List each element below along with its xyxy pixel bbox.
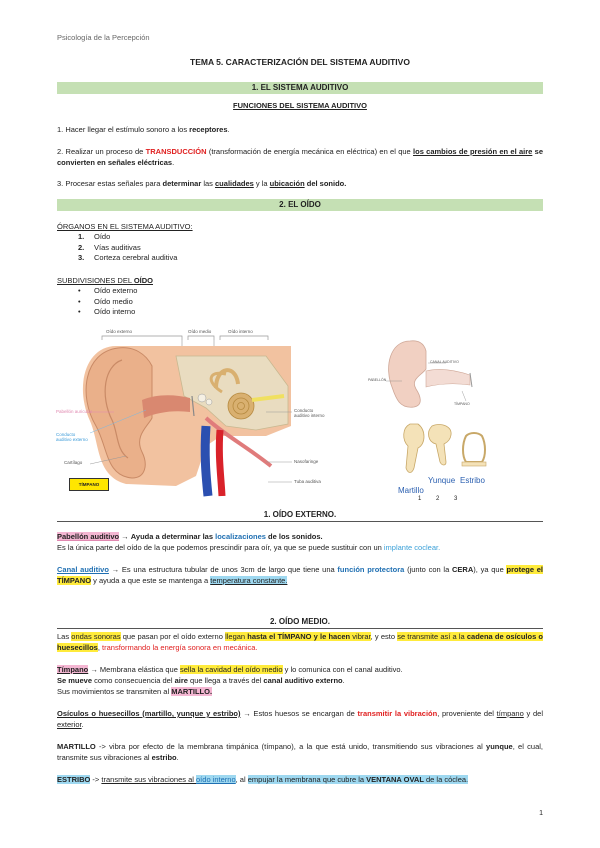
list-item: • Oído interno bbox=[78, 307, 136, 316]
functions-subheading: FUNCIONES DEL SISTEMA AUDITIVO bbox=[233, 101, 367, 110]
pabellon-paragraph: Pabellón auditivo → Ayuda a determinar las localizaciones de los sonidos. bbox=[57, 532, 323, 541]
osiculos-paragraph: Osículos o huesecillos (martillo, yunque y estribo) → Estos huesos se encargan de transmitir la vibración, proveniente del tímpano y del exterior. bbox=[57, 709, 543, 729]
ossicle-number-1: 1 bbox=[418, 496, 422, 502]
divider bbox=[57, 628, 543, 629]
page-header: Psicología de la Percepción bbox=[57, 33, 150, 42]
canal-paragraph: Canal auditivo → Es una estructura tubular de unos 3cm de largo que tiene una función protectora (junto con la CERA), ya que protege el TÍMPANO y ayuda a que este se mantenga a temperatura constante. bbox=[57, 565, 543, 585]
ossicles-illustration bbox=[396, 418, 496, 482]
ossicle-number-3: 3 bbox=[454, 496, 458, 502]
label-timpano-small: TÍMPANO bbox=[454, 402, 470, 406]
timpano-label-box: TÍMPANO bbox=[69, 478, 109, 491]
label-martillo: Martillo bbox=[398, 486, 424, 495]
timpano-paragraph: Tímpano → Membrana elástica que sella la cavidad del oído medio y lo comunica con el canal auditivo. bbox=[57, 665, 403, 674]
ossicle-number-2: 2 bbox=[436, 496, 440, 502]
list-item: • Oído externo bbox=[78, 286, 138, 295]
martillo-paragraph: MARTILLO -> vibra por efecto de la membrana timpánica (tímpano), a la que está unido, transmitiendo sus vibraciones al yunque, el cual, transmite sus vibraciones al estribo. bbox=[57, 742, 543, 762]
estribo-paragraph: ESTRIBO -> transmite sus vibraciones al oído interno, al empujar la membrana que cubre la VENTANA OVAL de la cóclea. bbox=[57, 775, 469, 784]
section-band-oido: 2. EL OÍDO bbox=[57, 199, 543, 211]
label-nasofaringe: Nasofaringe bbox=[294, 459, 319, 464]
label-pabellon-auricular: Pabellón auricular bbox=[56, 409, 93, 414]
pabellon-paragraph-line2: Es la única parte del oído de la que podemos prescindir para oír, ya que se puede sustituir con un implante coclear. bbox=[57, 543, 441, 552]
divider bbox=[57, 521, 543, 522]
label-conducto-auditivo-interno: Conducto auditivo interno bbox=[294, 408, 325, 418]
label-tuba-auditiva: Tuba auditiva bbox=[294, 479, 321, 484]
list-item: • Oído medio bbox=[78, 296, 133, 306]
subdivisions-title: SUBDIVISIONES DEL OÍDO bbox=[57, 276, 153, 285]
section-band-sistema-auditivo: 1. EL SISTEMA AUDITIVO bbox=[57, 82, 543, 94]
page-number: 1 bbox=[539, 810, 543, 817]
ear-anatomy-figure bbox=[56, 326, 328, 498]
label-conducto-auditivo-externo: Conducto auditivo externo bbox=[56, 432, 88, 442]
label-oido-medio: Oído medio bbox=[188, 329, 212, 334]
timpano-paragraph-line2: Se mueve como consecuencia del aire que llega a través del canal auditivo externo. bbox=[57, 676, 345, 685]
list-item: 1. Oído bbox=[78, 232, 111, 241]
label-cartilago: Cartílago bbox=[64, 460, 83, 465]
list-item: 3. Corteza cerebral auditiva bbox=[78, 253, 178, 262]
timpano-paragraph-line3: Sus movimientos se transmiten al MARTILLO. bbox=[57, 687, 213, 696]
ear-anatomy-illustration bbox=[56, 326, 328, 498]
document-title: TEMA 5. CARACTERIZACIÓN DEL SISTEMA AUDITIVO bbox=[190, 57, 410, 67]
function-3: 3. Procesar estas señales para determinar las cualidades y la ubicación del sonido. bbox=[57, 179, 347, 188]
medio-intro-paragraph: Las ondas sonoras que pasan por el oído externo llegan hasta el TÍMPANO y le hacen vibrar, y esto se transmite así a la cadena de osículos o huesecillos, transformando la energía sonora en mecánica. bbox=[57, 632, 544, 652]
function-2: 2. Realizar un proceso de TRANSDUCCIÓN (transformación de energía mecánica en eléctrica) en el que los cambios de presión en el aire se convierten en señales eléctricas. bbox=[57, 147, 543, 167]
heading-oido-medio: 2. OÍDO MEDIO. bbox=[269, 617, 330, 626]
label-yunque: Yunque bbox=[428, 476, 456, 485]
organs-title: ÓRGANOS EN EL SISTEMA AUDITIVO: bbox=[57, 222, 193, 231]
function-1: 1. Hacer llegar el estímulo sonoro a los receptores. bbox=[57, 125, 230, 134]
label-estribo: Estribo bbox=[460, 476, 485, 485]
outer-ear-illustration bbox=[366, 335, 494, 413]
label-canal-auditivo: CANAL AUDITIVO bbox=[430, 360, 459, 364]
ossicles-figure bbox=[396, 418, 496, 508]
subdivisions-list bbox=[78, 286, 137, 318]
heading-oido-externo: 1. OÍDO EXTERNO. bbox=[263, 510, 337, 519]
organs-list bbox=[78, 232, 177, 264]
outer-ear-figure bbox=[366, 335, 494, 413]
label-pabellon: PABELLÓN bbox=[368, 378, 387, 382]
label-oido-interno: Oído interno bbox=[228, 329, 253, 334]
list-item: 2. Vías auditivas bbox=[78, 242, 141, 252]
label-oido-externo: Oído externo bbox=[106, 329, 133, 334]
